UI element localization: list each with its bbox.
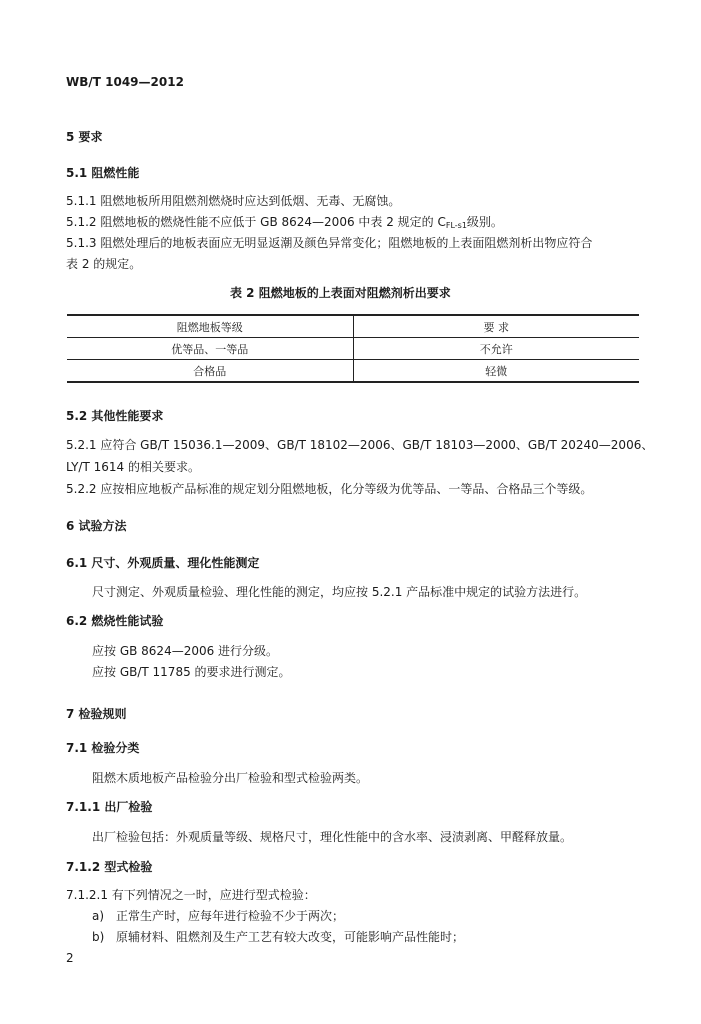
section-5-1-heading: 5.1 阻燃性能 xyxy=(66,166,140,180)
clause-7-1-2-1: 7.1.2.1 有下列情况之一时，应进行型式检验： xyxy=(66,888,316,902)
section-5-2-heading: 5.2 其他性能要求 xyxy=(66,409,164,423)
list-item-text: 原辅材料、阻燃剂及生产工艺有较大改变，可能影响产品性能时； xyxy=(116,930,465,944)
section-6-1-heading: 6.1 尺寸、外观质量、理化性能测定 xyxy=(66,556,260,570)
section-7-1-heading: 7.1 检验分类 xyxy=(66,741,140,755)
clause-5-1-3-line-1: 5.1.3 阻燃处理后的地板表面应无明显返潮及颜色异常变化；阻燃地板的上表面阻燃剂析出物应符合 xyxy=(66,236,593,250)
clause-5-1-2: 5.1.2 阻燃地板的燃烧性能不应低于 GB 8624—2006 中表 2 规定的 $C_{FL-s1}$级别。 xyxy=(66,215,503,230)
table-2-caption: 表 2 阻燃地板的上表面对阻燃剂析出要求 xyxy=(230,286,451,300)
page-number: 2 xyxy=(66,951,74,965)
list-item-text: 正常生产时，应每年进行检验不少于两次； xyxy=(116,909,345,923)
list-item-label: a) xyxy=(92,909,105,923)
standard-code: WB/T 1049—2012 xyxy=(66,75,184,89)
section-7-1-1-heading: 7.1.1 出厂检验 xyxy=(66,800,153,814)
list-item xyxy=(92,908,344,924)
section-7-1-2-heading: 7.1.2 型式检验 xyxy=(66,860,153,874)
section-6-heading: 6 试验方法 xyxy=(66,519,127,533)
table-header-cell: 阻燃地板等级 xyxy=(67,315,353,338)
section-5-heading: 5 要求 xyxy=(66,130,103,144)
section-7-heading: 7 检验规则 xyxy=(66,707,127,721)
table-cell: 优等品、一等品 xyxy=(67,338,353,360)
clause-7-1-body: 阻燃木质地板产品检验分出厂检验和型式检验两类。 xyxy=(92,771,369,785)
table-2 xyxy=(67,314,639,383)
table-cell: 轻微 xyxy=(353,360,639,383)
list-item xyxy=(92,929,464,945)
table-header-row xyxy=(67,315,639,338)
table-row xyxy=(67,360,639,383)
clause-6-2-line-1: 应按 GB 8624—2006 进行分级。 xyxy=(92,644,279,658)
section-6-2-heading: 6.2 燃烧性能试验 xyxy=(66,614,164,628)
clause-5-1-3-line-2: 表 2 的规定。 xyxy=(66,257,142,271)
clause-5-2-2: 5.2.2 应按相应地板产品标准的规定划分阻燃地板，化分等级为优等品、一等品、合格品三个等级。 xyxy=(66,482,593,496)
table-cell: 合格品 xyxy=(67,360,353,383)
table-row xyxy=(67,338,639,360)
list-item-label: b) xyxy=(92,930,105,944)
clause-5-2-1-line-1: 5.2.1 应符合 GB/T 15036.1—2009、GB/T 18102—2006、GB/T 18103—2000、GB/T 20240—2006、 xyxy=(66,438,654,452)
clause-5-2-1-line-2: LY/T 1614 的相关要求。 xyxy=(66,460,200,474)
clause-7-1-1-body: 出厂检验包括：外观质量等级、规格尺寸，理化性能中的含水率、浸渍剥离、甲醛释放量。 xyxy=(92,830,573,844)
table-header-cell: 要 求 xyxy=(353,315,639,338)
clause-6-1-body: 尺寸测定、外观质量检验、理化性能的测定，均应按 5.2.1 产品标准中规定的试验方法进行。 xyxy=(92,585,587,599)
table-cell: 不允许 xyxy=(353,338,639,360)
clause-6-2-line-2: 应按 GB/T 11785 的要求进行测定。 xyxy=(92,665,291,679)
clause-5-1-1: 5.1.1 阻燃地板所用阻燃剂燃烧时应达到低烟、无毒、无腐蚀。 xyxy=(66,194,401,208)
